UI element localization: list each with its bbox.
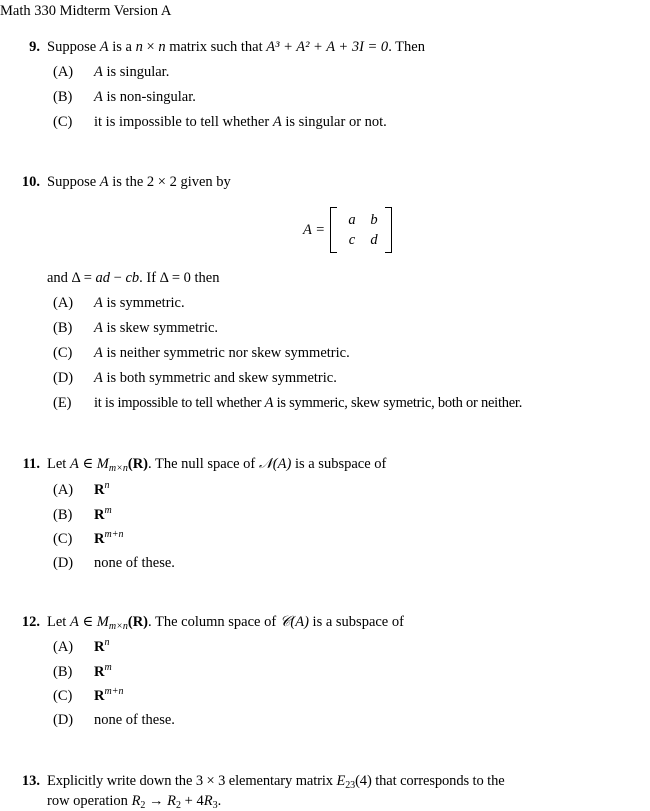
math-subscript: m×n: [108, 463, 128, 474]
stem-text: . The null space of: [148, 456, 259, 472]
stem-text: matrix such that: [165, 39, 267, 55]
math-var: cb: [125, 270, 140, 286]
math-superscript: n: [104, 637, 110, 648]
matrix-cell: c: [348, 232, 356, 248]
stem-text: Let: [47, 614, 70, 630]
math-reals: (R): [127, 456, 149, 472]
math-var: (A): [272, 456, 292, 472]
math-reals: R: [94, 507, 105, 523]
option-label: (A): [53, 639, 74, 655]
stem-text: Suppose: [47, 39, 100, 55]
math-var: A: [99, 174, 109, 190]
option-label: (B): [53, 507, 73, 523]
option-text: [94, 369, 337, 387]
option-text: [94, 294, 185, 312]
question-number: 9.: [29, 39, 40, 55]
option-text: [94, 344, 350, 362]
option-body: it is impossible to tell whether: [94, 395, 265, 411]
matrix-cell: b: [370, 212, 378, 228]
option-label: (C): [53, 688, 73, 704]
option-text: [94, 663, 112, 681]
option-label: (A): [53, 64, 74, 80]
matrix-display: [303, 207, 392, 253]
stem-text: . If Δ = 0 then: [139, 270, 220, 286]
stem-text: is the 2 × 2 given by: [108, 174, 231, 190]
option-label: (D): [53, 555, 74, 571]
matrix-grid: [337, 210, 385, 250]
math-superscript: m+n: [104, 686, 124, 697]
option-label: (B): [53, 664, 73, 680]
math-superscript: n: [104, 480, 110, 491]
option-label: (D): [53, 712, 74, 728]
stem-text: Let: [47, 456, 70, 472]
option-body: is singular or not.: [281, 114, 387, 130]
option-text: [94, 481, 109, 499]
question-stem: [47, 455, 386, 473]
math-superscript: m+n: [104, 529, 124, 540]
math-var: R: [167, 793, 177, 809]
math-calligraphic: 𝒞: [279, 614, 291, 630]
matrix-lhs: A =: [303, 221, 326, 238]
math-op: ∈: [78, 614, 97, 630]
question-stem: [47, 38, 425, 56]
option-text: [94, 394, 522, 412]
stem-text: (4) that corresponds to the: [355, 773, 505, 789]
question-number: 13.: [21, 773, 40, 789]
math-var: M: [96, 456, 109, 472]
stem-text: . Then: [388, 39, 425, 55]
math-var: A: [94, 370, 103, 386]
option-text: [94, 113, 387, 131]
option-text: [94, 319, 218, 337]
option-text: [94, 687, 123, 705]
math-reals: R: [94, 531, 105, 547]
option-text: none of these.: [94, 555, 175, 571]
option-body: it is impossible to tell whether: [94, 114, 273, 130]
math-reals: R: [94, 664, 105, 680]
math-var: R: [131, 793, 141, 809]
math-op: ∈: [78, 456, 97, 472]
option-label: (B): [53, 320, 73, 336]
option-body: is symmetric.: [102, 295, 185, 311]
math-subscript: 3: [212, 800, 218, 811]
option-label: (C): [53, 345, 73, 361]
option-label: (C): [53, 531, 73, 547]
math-var: A: [94, 64, 103, 80]
math-subscript: 2: [140, 800, 146, 811]
stem-text: .: [217, 793, 222, 809]
math-var: A: [99, 39, 109, 55]
option-body: is symmeric, skew symetric, both or neither.: [273, 395, 523, 411]
math-var: A: [94, 320, 103, 336]
math-var: A: [94, 89, 103, 105]
option-text: [94, 506, 112, 524]
math-reals: (R): [127, 614, 149, 630]
option-label: (A): [53, 482, 74, 498]
math-var: ad: [95, 270, 111, 286]
stem-text: . The column space of: [148, 614, 280, 630]
math-var: (A): [290, 614, 309, 630]
question-stem: [47, 613, 404, 631]
option-label: (E): [53, 395, 72, 411]
math-reals: R: [94, 688, 105, 704]
option-body: is non-singular.: [102, 89, 196, 105]
left-bracket: [330, 207, 337, 253]
question-number: 12.: [21, 614, 40, 630]
math-subscript: 23: [345, 780, 356, 791]
question-continuation: [47, 269, 219, 287]
option-body: is skew symmetric.: [102, 320, 219, 336]
math-reals: R: [94, 482, 105, 498]
option-label: (A): [53, 295, 74, 311]
stem-text: is a subspace of: [308, 614, 404, 630]
matrix-cell: a: [348, 212, 356, 228]
option-body: is singular.: [102, 64, 170, 80]
math-op: −: [110, 270, 126, 286]
math-var: A: [94, 295, 103, 311]
option-label: (C): [53, 114, 73, 130]
math-op: ×: [142, 39, 159, 55]
math-var: R: [203, 793, 213, 809]
math-var: A: [69, 614, 79, 630]
question-stem-line-2: [47, 792, 221, 810]
math-var: n: [135, 39, 143, 55]
math-var: A: [272, 114, 282, 130]
math-equation: A³ + A² + A + 3I = 0: [266, 39, 389, 55]
math-var: A: [264, 395, 274, 411]
stem-text: and Δ =: [47, 270, 96, 286]
stem-text: row operation: [47, 793, 132, 809]
stem-text: is a subspace of: [291, 456, 387, 472]
option-label: (B): [53, 89, 73, 105]
question-number: 11.: [22, 456, 40, 472]
question-stem: [47, 772, 505, 790]
math-var: A: [94, 345, 103, 361]
option-body: is both symmetric and skew symmetric.: [102, 370, 337, 386]
stem-text: Suppose: [47, 174, 100, 190]
question-number: 10.: [21, 174, 40, 190]
matrix-cell: d: [370, 232, 378, 248]
math-reals: R: [94, 639, 105, 655]
option-label: (D): [53, 370, 74, 386]
option-text: [94, 88, 196, 106]
math-op: + 4: [181, 793, 204, 809]
question-stem: [47, 173, 231, 191]
math-calligraphic: 𝒩: [258, 456, 273, 472]
math-op: →: [145, 793, 168, 809]
math-superscript: m: [104, 505, 112, 516]
math-var: E: [336, 773, 346, 789]
option-text: [94, 530, 123, 548]
math-subscript: 2: [176, 800, 182, 811]
math-var: n: [158, 39, 166, 55]
math-var: A: [69, 456, 79, 472]
document-title: Math 330 Midterm Version A: [0, 3, 172, 19]
stem-text: is a: [108, 39, 136, 55]
right-bracket: [385, 207, 392, 253]
math-superscript: m: [104, 662, 112, 673]
math-subscript: m×n: [108, 621, 128, 632]
math-var: M: [96, 614, 109, 630]
option-text: [94, 63, 169, 81]
option-body: is neither symmetric nor skew symmetric.: [102, 345, 350, 361]
stem-text: Explicitly write down the 3 × 3 elementary matrix: [47, 773, 337, 789]
option-text: [94, 638, 109, 656]
option-text: none of these.: [94, 712, 175, 728]
